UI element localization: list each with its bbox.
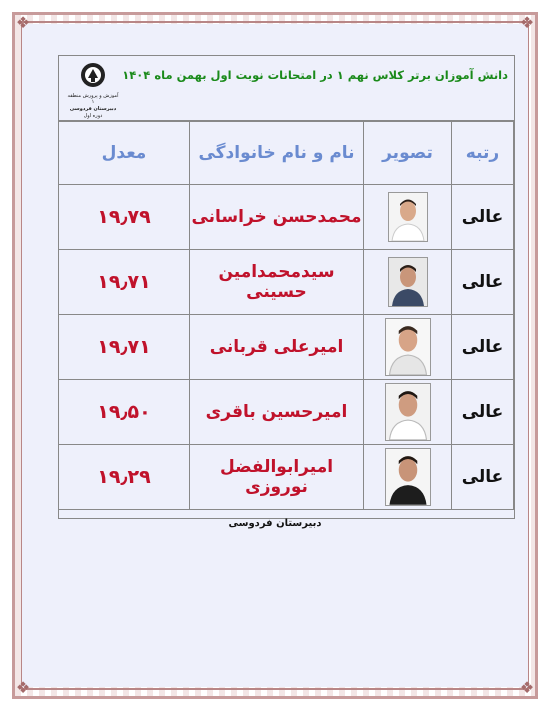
student-portrait-icon [386,319,430,375]
column-header-name: نام و نام خانوادگی [190,122,364,185]
students-table [58,121,514,510]
student-photo [388,257,428,307]
student-photo [385,318,431,376]
rank-cell: عالی [452,445,514,510]
corner-ornament-icon: ❖ [15,13,31,32]
logo-text-1: آموزش و پرورش منطقه ۱ [67,93,119,105]
honor-roll-sheet [58,55,515,519]
student-average: ۱۹٫۷۱ [59,315,190,380]
column-header-average: معدل [59,122,190,185]
rank-cell: عالی [452,185,514,250]
table-row [59,315,514,380]
school-name-footer: دبیرستان فردوسی [228,518,322,529]
photo-cell [364,250,452,315]
table-row [59,250,514,315]
page-title: دانش آموزان برتر کلاس نهم ۱ در امتحانات نوبت اول بهمن ماه ۱۴۰۴ [122,68,508,82]
school-logo [67,62,119,119]
table-header-row [59,122,514,185]
student-photo [388,192,428,242]
corner-ornament-icon: ❖ [519,13,535,32]
student-portrait-icon [386,449,430,505]
column-header-rank: رتبه [452,122,514,185]
logo-text-2: دبیرستان فردوسی [69,106,117,112]
photo-cell [364,185,452,250]
column-header-photo: تصویر [364,122,452,185]
student-average: ۱۹٫۷۱ [59,250,190,315]
photo-cell [364,445,452,510]
logo-text-3: دوره اول [83,113,103,119]
student-portrait-icon [386,384,430,440]
title-row [59,56,514,121]
table-row [59,185,514,250]
student-name: امیرعلی قربانی [190,315,364,380]
student-average: ۱۹٫۵۰ [59,380,190,445]
school-emblem-icon [80,62,106,88]
student-name: امیرابوالفضل نوروزی [190,445,364,510]
rank-cell: عالی [452,250,514,315]
student-name: امیرحسین باقری [190,380,364,445]
student-average: ۱۹٫۷۹ [59,185,190,250]
student-name: سیدمحمدامین حسینی [190,250,364,315]
corner-ornament-icon: ❖ [15,678,31,697]
photo-cell [364,380,452,445]
student-portrait-icon [389,193,427,241]
student-name: محمدحسن خراسانی [190,185,364,250]
table-row [59,445,514,510]
photo-cell [364,315,452,380]
rank-cell: عالی [452,380,514,445]
rank-cell: عالی [452,315,514,380]
corner-ornament-icon: ❖ [519,678,535,697]
student-photo [385,383,431,441]
table-row [59,380,514,445]
student-average: ۱۹٫۲۹ [59,445,190,510]
student-portrait-icon [389,258,427,306]
student-photo [385,448,431,506]
